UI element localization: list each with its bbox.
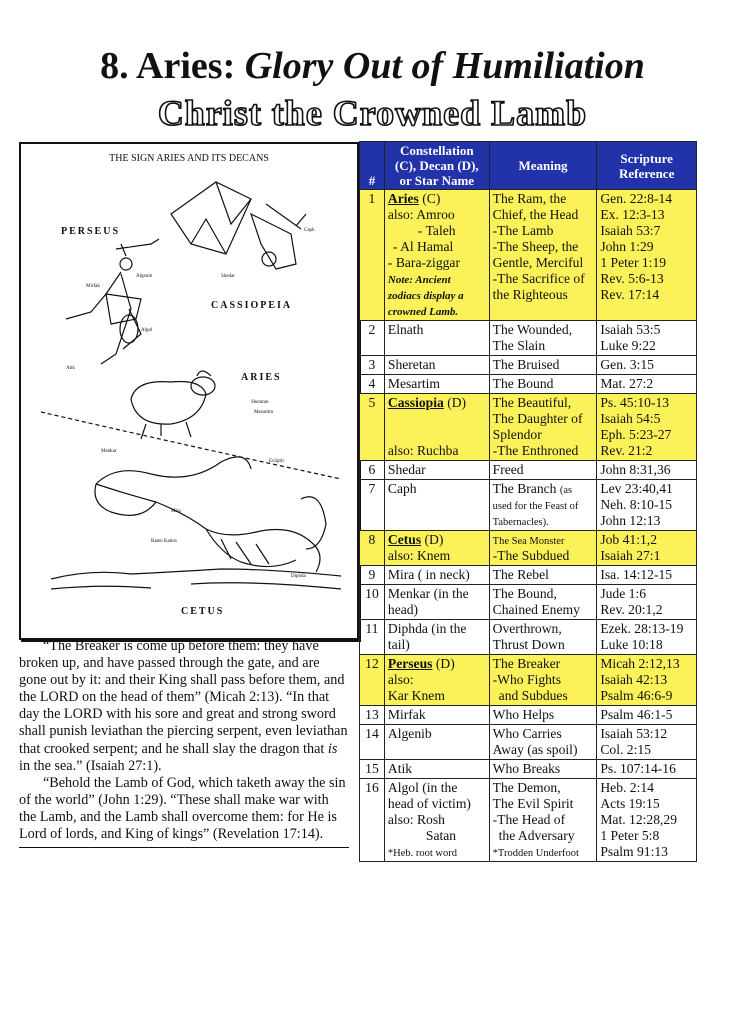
label-menkar: Menkar [101,449,117,454]
table-row: 16 Algol (in the head of victim) also: Rosh Satan *Heb. root word The Demon, The Evil Spirit -The Head of the Adversary *Trodden Underfoot Heb. 2:14 Acts 19:15 Mat. 12:28,29 1 Peter 5:8 Psalm 91:13 [360,779,697,862]
quote-paragraph-2: “Behold the Lamb of God, which taketh away the sin of the world” (John 1:29). “These shall make war with the Lamb, and the Lamb shall overcome them: for He is Lord of lords, and King of kings” (Revelation 17:14). [19,774,346,843]
label-aries: ARIES [241,372,282,383]
row-note: Note: Ancient zodiacs display a crowned Lamb. [387,274,464,318]
label-cassiopeia: CASSIOPEIA [211,300,293,311]
table-row: 11 Diphda (in the tail) Overthrown, Thrust Down Ezek. 28:13-19 Luke 10:18 [360,620,697,655]
header-scripture: Scripture Reference [597,142,697,190]
title-theme: Glory Out of Humiliation [244,45,645,87]
table-row [360,190,697,321]
row-meaning: The Ram, the Chief, the Head -The Lamb -The Sheep, the Gentle, Merciful -The Sacrifice of the Righteous [489,190,597,321]
table-row: 2 Elnath The Wounded, The Slain Isaiah 53:5 Luke 9:22 [360,321,697,356]
label-mesartim: Mesartim [254,410,274,415]
table-row: 12 Perseus (D) also: Kar Knem The Breaker -Who Fights and Subdues Micah 2:12,13 Isaiah 42:13 Psalm 46:6-9 [360,655,697,706]
figure-title: THE SIGN ARIES AND ITS DECANS [109,153,269,164]
label-mira: Mira [171,509,181,514]
label-atik: Atik [66,366,75,371]
label-baten-kaitos: Baten Kaitos [151,539,177,544]
title-number: 8. [100,45,129,87]
label-caph: Caph [304,228,315,233]
label-ecliptic: Ecliptic [269,459,285,464]
table-row: 8 Cetus (D) also: Knem The Sea Monster -The Subdued Job 41:1,2 Isaiah 27:1 [360,531,697,566]
label-cetus: CETUS [181,606,225,617]
header-constellation: Constellation (C), Decan (D), or Star Name [384,142,489,190]
table-row: 7 Caph The Branch (as used for the Feast of Tabernacles). Lev 23:40,41 Neh. 8:10-15 John 12:13 [360,480,697,531]
table-row: 14 Algenib Who Carries Away (as spoil) Isaiah 53:12 Col. 2:15 [360,725,697,760]
table-row: 5 Cassiopia (D) also: Ruchba The Beautiful, The Daughter of Splendor -The Enthroned Ps. 45:10-13 Isaiah 54:5 Eph. 5:23-27 Rev. 21:2 [360,394,697,461]
table-row: 10 Menkar (in the head) The Bound, Chained Enemy Jude 1:6 Rev. 20:1,2 [360,585,697,620]
title-sign: Aries: [136,45,236,87]
table-row: 3 Sheretan The Bruised Gen. 3:15 [360,356,697,375]
constellation-figure [19,142,359,640]
label-algenib: Algenib [136,274,153,279]
table-row: 9 Mira ( in neck) The Rebel Isa. 14:12-15 [360,566,697,585]
label-sheratan: Sheratan [251,400,269,405]
label-mirfak: Mirfak [86,284,100,289]
row-name: Aries (C) also: Amroo - Taleh - Al Hamal - Bara-ziggar Note: Ancient zodiacs display a crowned Lamb. [384,190,489,321]
label-perseus: PERSEUS [61,226,121,237]
aries-drawing [131,371,215,439]
label-diphda: Diphda [291,574,306,579]
page-subtitle: Christ the Crowned Lamb [157,93,588,133]
star-table [359,141,697,862]
table-row: 6 Shedar Freed John 8:31,36 [360,461,697,480]
header-meaning: Meaning [489,142,597,190]
table-row: 4 Mesartim The Bound Mat. 27:2 [360,375,697,394]
cassiopeia-drawing [171,182,306,269]
label-shedar: Shedar [221,274,235,279]
page-title [0,44,745,88]
cetus-drawing [51,457,341,589]
table-header-row [360,142,697,190]
row-refs: Gen. 22:8-14 Ex. 12:3-13 Isaiah 53:7 John 1:29 1 Peter 1:19 Rev. 5:6-13 Rev. 17:14 [597,190,697,321]
ecliptic-line [41,412,341,479]
header-num: # [360,142,385,190]
table-row: 13 Mirfak Who Helps Psalm 46:1-5 [360,706,697,725]
constellation-drawing [21,144,357,638]
perseus-drawing [66,239,159,364]
label-algol: Algol [141,328,153,333]
table-row: 15 Atik Who Breaks Ps. 107:14-16 [360,760,697,779]
scripture-quote [19,638,349,848]
row-num: 1 [360,190,385,321]
quote-paragraph-1: “The Breaker is come up before them: they have broken up, and have passed through the gate, and are gone out by it: and their King shall pass before them, and the LORD on the head of them” (Micah 2:13). “In that day the LORD with his sore and great and strong sword shall punish leviathan the piercing serpent, even leviathan that crooked serpent; and he shall slay the dragon that is in the sea.” (Isaiah 27:1). [19,638,348,774]
